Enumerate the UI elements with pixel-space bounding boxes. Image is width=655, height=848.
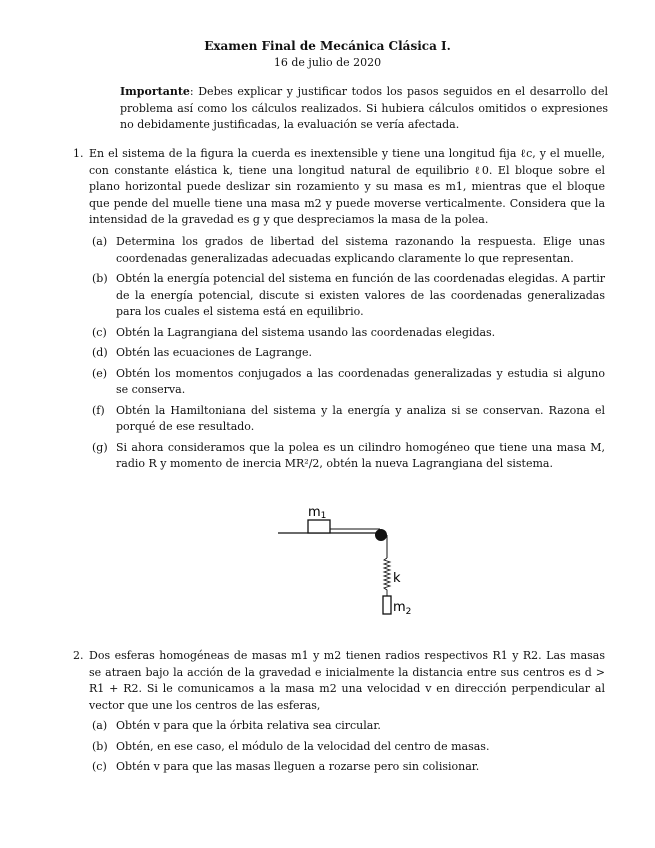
spring-label: k bbox=[393, 571, 401, 586]
problem-2 bbox=[73, 648, 605, 714]
m2-label: $m_2$ bbox=[393, 600, 412, 617]
problem-2-item-a bbox=[88, 718, 605, 735]
spring bbox=[384, 558, 390, 596]
item-text: Obtén v para que la órbita relativa sea circular. bbox=[116, 719, 381, 732]
item-label: (d) bbox=[92, 346, 108, 359]
problem-1-item-b bbox=[88, 271, 605, 321]
item-text: Obtén las ecuaciones de Lagrange. bbox=[116, 346, 313, 359]
problem-1-item-a bbox=[88, 234, 605, 267]
item-label: (c) bbox=[92, 325, 107, 339]
item-text: Obtén, en ese caso, el módulo de la velocidad del centro de masas. bbox=[116, 739, 490, 753]
problem-1-statement: En el sistema de la figura la cuerda es inextensible y tiene una longitud fija ℓc, y el muelle, con constante elástica k, tiene una longitud natural de equilibrio ℓ0. El bloque sobre el plano horizontal puede deslizar sin rozamiento y su masa es m1, mientras que el bloque que pende del muelle tiene una masa m2 y puede moverse verticalmente. Considera que la intensidad de la gravedad es g y que despreciamos la masa de la polea. bbox=[89, 147, 605, 226]
problem-2-item-c bbox=[88, 759, 605, 776]
problem-1-number: 1. bbox=[73, 147, 84, 160]
item-label: (c) bbox=[92, 760, 107, 773]
item-label: (b) bbox=[92, 272, 108, 285]
problem-1-item-f bbox=[88, 403, 605, 436]
exam-date: 16 de julio de 2020 bbox=[273, 56, 382, 69]
exam-title: Examen Final de Mecánica Clásica I. bbox=[204, 39, 451, 53]
problem-1-item-g bbox=[88, 440, 605, 473]
problem-1-item-d bbox=[88, 345, 605, 362]
item-text: Obtén la Hamiltoniana del sistema y la energía y analiza si se conservan. Razona el porqué de ese resultado. bbox=[116, 403, 605, 433]
problem-2-statement: Dos esferas homogéneas de masas m1 y m2 tienen radios respectivos R1 y R2. Las masas se atraen bajo la acción de la gravedad e inicialmente la distancia entre sus centros es d > R1 + R2. Si le comunicamos a la masa m2 una velocidad v en dirección perpendicular al vector que une los centros de las esferas, bbox=[89, 649, 605, 712]
problem-2-items bbox=[88, 718, 605, 780]
problem-2-item-b bbox=[88, 739, 605, 756]
item-text: Obtén la Lagrangiana del sistema usando las coordenadas elegidas. bbox=[116, 325, 496, 339]
item-text: Si ahora consideramos que la polea es un cilindro homogéneo que tiene una masa M, radio R y momento de inercia MR²/2, obtén la nueva Lagrangiana del sistema. bbox=[116, 440, 605, 470]
item-label: (a) bbox=[92, 235, 108, 248]
item-label: (g) bbox=[92, 440, 108, 454]
pulley bbox=[375, 529, 387, 541]
block-m1 bbox=[308, 520, 330, 533]
important-label: Importante bbox=[120, 85, 190, 98]
item-text: Determina los grados de libertad del sistema razonando la respuesta. Elige unas coordenadas generalizadas adecuadas explicando claramente lo que representan. bbox=[116, 235, 605, 265]
item-label: (a) bbox=[92, 719, 108, 732]
important-text: : Debes explicar y justificar todos los pasos seguidos en el desarrollo del problema así como los cálculos realizados. Si hubiera cálculos omitidos o expresiones no debidamente justificadas, la evaluación se vería afectada. bbox=[120, 85, 608, 131]
item-label: (f) bbox=[92, 403, 105, 417]
important-note bbox=[120, 84, 608, 134]
item-text: Obtén los momentos conjugados a las coordenadas generalizadas y estudia si alguno se conserva. bbox=[116, 366, 605, 396]
item-text: Obtén v para que las masas lleguen a rozarse pero sin colisionar. bbox=[116, 760, 480, 773]
m1-label: m1 bbox=[308, 505, 327, 521]
problem-1-item-c bbox=[88, 325, 605, 342]
item-text: Obtén la energía potencial del sistema en función de las coordenadas elegidas. A partir de la energía potencial, discute si existen valores de las coordenadas generalizadas para los cuales el sistema está en equilibrio. bbox=[116, 272, 605, 318]
problem-1 bbox=[73, 146, 605, 229]
problem-1-item-e bbox=[88, 366, 605, 399]
item-label: (e) bbox=[92, 366, 108, 380]
item-label: (b) bbox=[92, 739, 108, 753]
problem-2-number: 2. bbox=[73, 649, 84, 662]
pulley-spring-figure bbox=[270, 498, 430, 623]
problem-1-items bbox=[88, 234, 605, 477]
block-m2 bbox=[383, 596, 391, 614]
